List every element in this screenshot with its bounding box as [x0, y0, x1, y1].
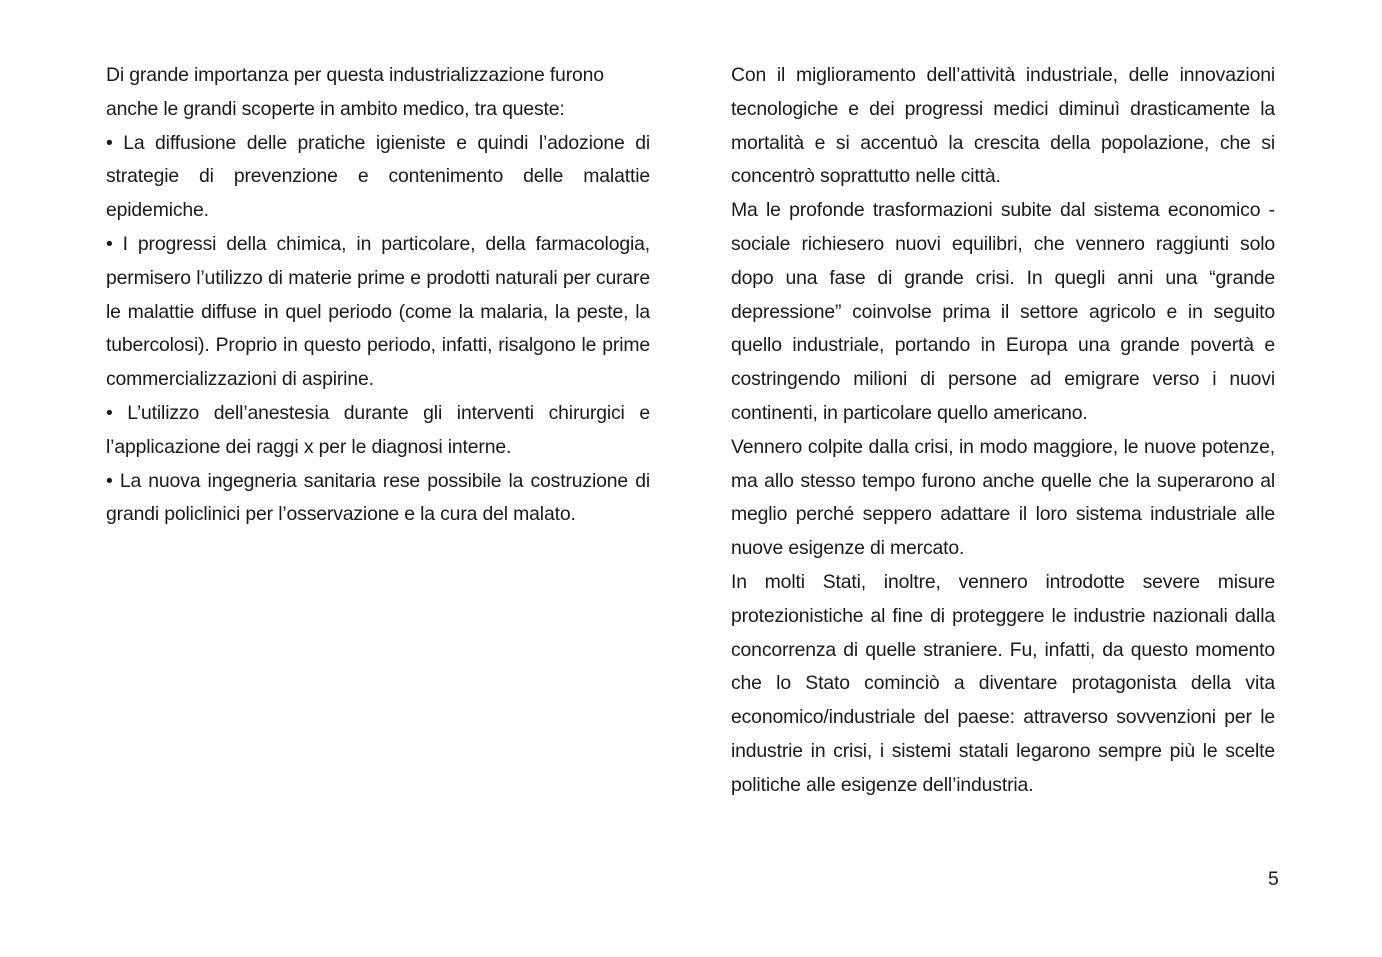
bullet-item: • L’utilizzo dell’anestesia durante gli interventi chirurgici e l’applicazione dei raggi x per le diagnosi interne. [106, 401, 650, 458]
body-paragraph: Ma le profonde trasformazioni subite dal sistema economico - sociale richiesero nuovi equilibri, che vennero raggiunti solo dopo una fase di grande crisi. In quegli anni una “grande depressione” coinvolse prima il settore agricolo e in seguito quello industriale, portando in Europa una grande povertà e costringendo milioni di persone ad emigrare verso i nuovi continenti, in particolare quello americano. [731, 199, 1275, 424]
bullet-item: • I progressi della chimica, in particolare, della farmacologia, permisero l’utilizzo di materie prime e prodotti naturali per curare le malattie diffuse in quel periodo (come la malaria, la peste, la tubercolosi). Proprio in questo periodo, infatti, risalgono le prime commercializzazioni di aspirine. [106, 232, 650, 391]
page-number: 5 [1268, 868, 1279, 890]
right-text-column [731, 59, 1275, 803]
body-paragraph: In molti Stati, inoltre, vennero introdotte severe misure protezionistiche al fine di proteggere le industrie nazionali dalla concorrenza di quelle straniere. Fu, infatti, da questo momento che lo Stato cominciò a diventare protagonista della vita economico/industriale del paese: attraverso sovvenzioni per le industrie in crisi, i sistemi statali legarono sempre più le scelte politiche alle esigenze dell’industria. [731, 570, 1275, 796]
bullet-item: • La nuova ingegneria sanitaria rese possibile la costruzione di grandi policlinici per l’osservazione e la cura del malato. [106, 469, 650, 526]
bullet-item: • La diffusione delle pratiche igieniste e quindi l’adozione di strategie di prevenzione e contenimento delle malattie epidemiche. [106, 131, 650, 222]
intro-paragraph: Di grande importanza per questa industrializzazione furono anche le grandi scoperte in ambito medico, tra queste: [106, 64, 604, 120]
body-paragraph: Vennero colpite dalla crisi, in modo maggiore, le nuove potenze, ma allo stesso tempo furono anche quelle che la superarono al meglio perché seppero adattare il loro sistema industriale alle nuove esigenze di mercato. [731, 435, 1275, 560]
body-paragraph: Con il miglioramento dell’attività industriale, delle innovazioni tecnologiche e dei progressi medici diminuì drasticamente la mortalità e si accentuò la crescita della popolazione, che si concentrò soprattutto nelle città. [731, 64, 1275, 188]
left-text-column [106, 59, 650, 532]
